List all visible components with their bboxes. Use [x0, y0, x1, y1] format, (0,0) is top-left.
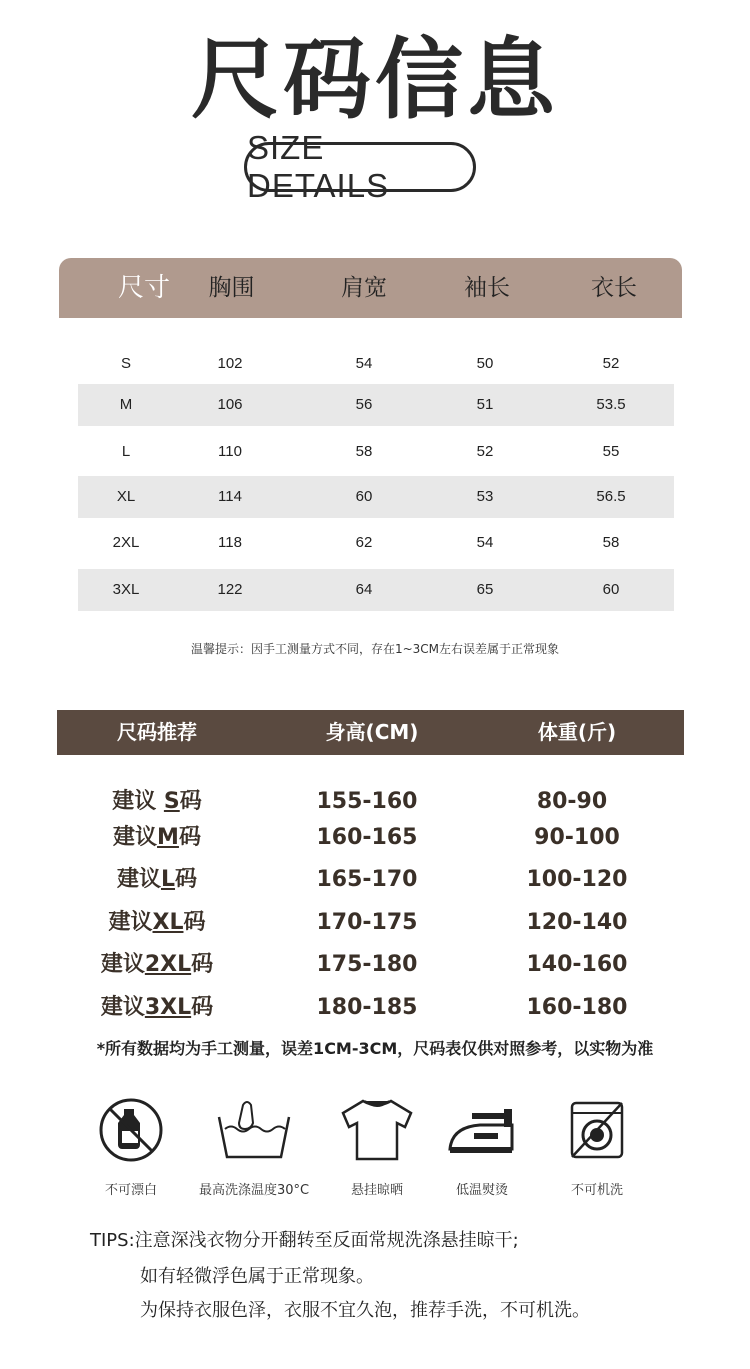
cell-length: 58 — [602, 534, 620, 551]
tips-line: 为保持衣服色泽，衣服不宜久泡，推荐手洗，不可机洗。 — [140, 1300, 590, 1321]
low-iron-icon — [442, 1095, 522, 1165]
recommend-size: 建议 S码 — [112, 789, 202, 814]
cell-chest: 118 — [218, 534, 242, 551]
recommend-height: 180-185 — [316, 995, 418, 1020]
care-label: 最高洗涤温度30°C — [198, 1183, 310, 1198]
cell-sleeve: 50 — [476, 355, 494, 372]
recommend-row — [57, 988, 684, 1028]
recommend-row — [57, 860, 684, 900]
care-label: 不可漂白 — [104, 1183, 157, 1198]
header-shoulder: 肩宽 — [341, 275, 387, 301]
care-item — [189, 1095, 319, 1198]
recommend-size: 建议3XL码 — [100, 995, 214, 1020]
recommend-table-header — [57, 710, 684, 755]
recommend-row — [57, 945, 684, 985]
cell-length: 52 — [602, 355, 620, 372]
hang-dry-icon — [337, 1095, 417, 1165]
cell-length: 56.5 — [596, 488, 626, 505]
cell-size: XL — [116, 488, 136, 505]
cell-shoulder: 54 — [355, 355, 373, 372]
tips-line: 如有轻微浮色属于正常现象。 — [140, 1266, 374, 1287]
recommend-height: 155-160 — [316, 789, 418, 814]
table-row — [78, 522, 674, 564]
cell-sleeve: 51 — [476, 396, 494, 413]
cell-chest: 106 — [217, 396, 243, 413]
cell-shoulder: 64 — [355, 581, 373, 598]
table-row — [78, 343, 674, 385]
cell-length: 60 — [602, 581, 620, 598]
recommend-size: 建议L码 — [116, 867, 198, 892]
cell-shoulder: 60 — [355, 488, 373, 505]
recommend-height: 170-175 — [316, 910, 418, 935]
wash-30-icon — [213, 1095, 295, 1165]
recommend-size: 建议M码 — [113, 825, 201, 850]
cell-size: M — [119, 396, 133, 413]
header-recommend: 尺码推荐 — [117, 720, 197, 744]
care-label: 低温熨烫 — [455, 1183, 508, 1198]
page-title: 尺码信息 — [190, 28, 559, 131]
cell-chest: 110 — [218, 443, 242, 460]
table-row — [78, 431, 674, 473]
recommend-height: 165-170 — [316, 867, 418, 892]
table-row — [78, 476, 674, 518]
recommend-height: 160-165 — [316, 825, 418, 850]
cell-size: 2XL — [112, 534, 140, 551]
care-item — [66, 1095, 196, 1198]
care-item — [417, 1095, 547, 1198]
care-label: 不可机洗 — [570, 1183, 623, 1198]
cell-chest: 114 — [218, 488, 242, 505]
recommend-height: 175-180 — [316, 952, 418, 977]
recommend-row — [57, 903, 684, 943]
cell-shoulder: 58 — [355, 443, 373, 460]
cell-chest: 122 — [217, 581, 243, 598]
measurement-note: 温馨提示：因手工测量方式不同，存在1~3CM左右误差属于正常现象 — [190, 642, 560, 656]
recommend-size: 建议XL码 — [108, 910, 206, 935]
care-item — [532, 1095, 662, 1198]
size-table-header — [59, 258, 682, 318]
disclaimer: *所有数据均为手工测量，误差1CM-3CM，尺码表仅供对照参考，以实物为准 — [96, 1039, 654, 1058]
cell-chest: 102 — [217, 355, 243, 372]
cell-sleeve: 65 — [476, 581, 494, 598]
recommend-size: 建议2XL码 — [100, 952, 214, 977]
header-sleeve: 袖长 — [464, 275, 510, 301]
cell-shoulder: 56 — [355, 396, 373, 413]
recommend-row — [57, 782, 684, 822]
table-row — [78, 384, 674, 426]
recommend-weight: 160-180 — [526, 995, 628, 1020]
recommend-weight: 100-120 — [526, 867, 628, 892]
cell-length: 55 — [602, 443, 620, 460]
cell-length: 53.5 — [596, 396, 626, 413]
recommend-weight: 80-90 — [536, 789, 608, 814]
no-machine-wash-icon — [562, 1095, 632, 1165]
recommend-weight: 120-140 — [526, 910, 628, 935]
header-chest: 胸围 — [208, 275, 255, 301]
care-label: 悬挂晾晒 — [350, 1183, 403, 1198]
cell-size: L — [121, 443, 131, 460]
cell-sleeve: 54 — [476, 534, 494, 551]
header-height: 身高(CM) — [325, 720, 419, 744]
subtitle-badge: SIZE DETAILS — [244, 142, 476, 192]
cell-sleeve: 52 — [476, 443, 494, 460]
cell-shoulder: 62 — [355, 534, 373, 551]
header-length: 衣长 — [591, 275, 637, 301]
no-bleach-icon — [96, 1095, 166, 1165]
cell-size: 3XL — [112, 581, 140, 598]
tips-line: TIPS:注意深浅衣物分开翻转至反面常规洗涤悬挂晾干; — [90, 1230, 519, 1251]
cell-size: S — [120, 355, 131, 372]
header-weight: 体重(斤) — [537, 720, 617, 744]
recommend-weight: 140-160 — [526, 952, 628, 977]
recommend-row — [57, 818, 684, 858]
table-row — [78, 569, 674, 611]
header-size: 尺寸 — [117, 273, 170, 303]
recommend-weight: 90-100 — [534, 825, 620, 850]
cell-sleeve: 53 — [476, 488, 494, 505]
